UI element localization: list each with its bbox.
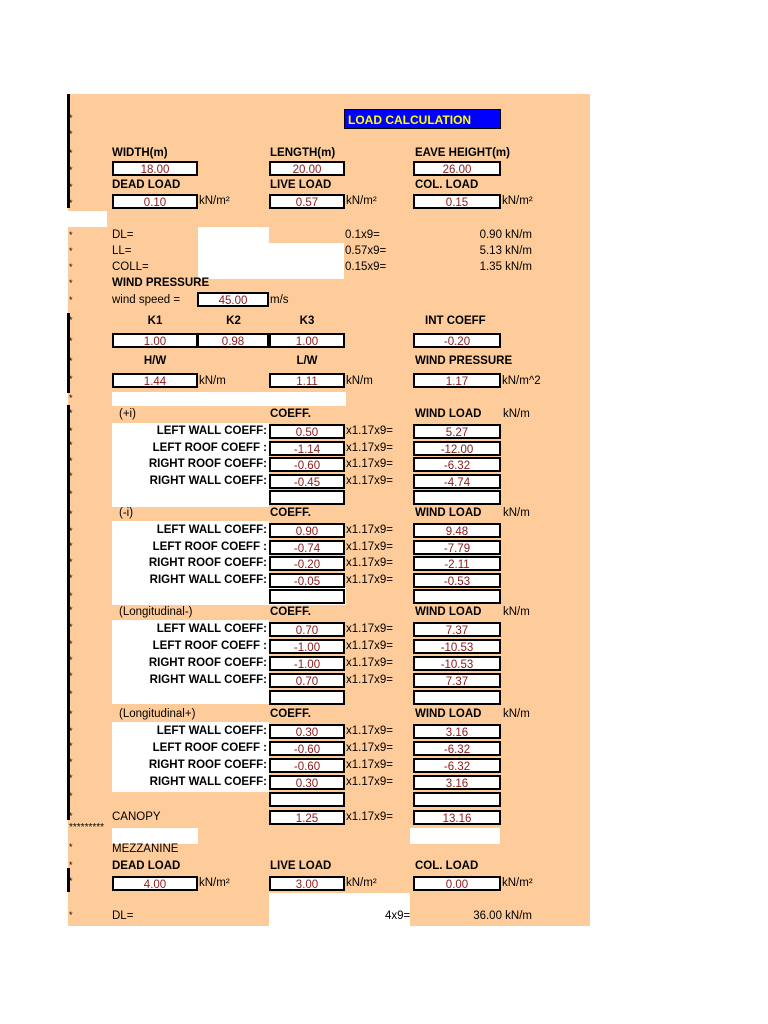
wind-load-input[interactable]: -4.74 (413, 474, 501, 489)
group-name: (Longitudinal+) (119, 708, 196, 720)
coeff-input[interactable]: -0.60 (269, 457, 345, 472)
coeff-input[interactable]: -0.05 (269, 573, 345, 588)
row-marker: * (69, 356, 73, 366)
row-marker: * (69, 622, 73, 632)
coeff-header: COEFF. (270, 708, 311, 720)
coeff-multiplier: x1.17x9= (346, 674, 393, 686)
mezz-live-load-input[interactable]: 3.00 (269, 876, 345, 891)
k1-input[interactable]: 1.00 (112, 333, 198, 348)
coeff-input[interactable]: 0.70 (269, 673, 345, 688)
coeff-row-label: RIGHT ROOF COEFF: (148, 458, 267, 470)
coeff-input[interactable]: 0.70 (269, 622, 345, 637)
live-load-input[interactable]: 0.57 (269, 194, 345, 209)
mezzanine-heading: MEZZANINE (112, 843, 179, 855)
k3-label: K3 (299, 315, 315, 327)
coeff-row-label: RIGHT WALL COEFF: (149, 674, 267, 686)
hw-unit: kN/m (199, 375, 226, 387)
width-label: WIDTH(m) (112, 147, 168, 159)
int-coeff-input[interactable]: -0.20 (413, 333, 501, 348)
row-marker: * (69, 811, 73, 821)
lw-label: L/W (296, 355, 318, 367)
coeff-row-label: RIGHT WALL COEFF: (149, 574, 267, 586)
coeff-input[interactable]: 0.30 (269, 775, 345, 790)
row-marker: * (69, 757, 73, 767)
row-marker: * (69, 198, 73, 208)
live-load-unit: kN/m² (346, 195, 377, 207)
coeff-row-label: RIGHT WALL COEFF: (149, 776, 267, 788)
canopy-multiplier: x1.17x9= (346, 811, 393, 823)
coeff-multiplier: x1.17x9= (346, 425, 393, 437)
coeff-row-label: LEFT WALL COEFF: (156, 725, 267, 737)
mezz-dl-formula: 4x9= (385, 910, 411, 922)
sheet-title: LOAD CALCULATION (344, 109, 501, 129)
wind-speed-label: wind speed = (112, 294, 181, 306)
group-name: (-i) (119, 507, 134, 519)
row-marker: * (69, 489, 73, 499)
separator-line: ********* (69, 822, 105, 833)
mezz-dl-label: DL= (112, 910, 134, 922)
row-marker: * (69, 557, 73, 567)
coeff-input[interactable]: -0.60 (269, 741, 345, 756)
coeff-header: COEFF. (270, 408, 311, 420)
row-marker: * (69, 591, 73, 601)
coeff-empty-cell[interactable] (269, 690, 345, 705)
canopy-label: CANOPY (112, 811, 161, 823)
dl-label: DL= (112, 229, 134, 241)
coll-formula: 0.15x9= (345, 261, 387, 273)
row-marker: * (69, 295, 73, 305)
group-name: (Longitudinal-) (119, 606, 193, 618)
coeff-input[interactable]: 0.30 (269, 724, 345, 739)
wind-load-unit: kN/m (503, 606, 530, 618)
wind-load-unit: kN/m (503, 708, 530, 720)
coeff-row-label: LEFT ROOF COEFF : (152, 541, 267, 553)
coeff-empty-cell[interactable] (269, 490, 345, 505)
coeff-row-label: LEFT ROOF COEFF : (152, 442, 267, 454)
wind-load-input[interactable]: -7.79 (413, 540, 501, 555)
mezz-col-load-input[interactable]: 0.00 (413, 876, 501, 891)
eave-height-label: EAVE HEIGHT(m) (415, 147, 510, 159)
coeff-multiplier: x1.17x9= (346, 475, 393, 487)
wind-load-header: WIND LOAD (415, 708, 482, 720)
row-marker: * (69, 315, 73, 325)
coeff-multiplier: x1.17x9= (346, 458, 393, 470)
dead-load-label: DEAD LOAD (112, 179, 181, 191)
coeff-row-label: LEFT ROOF COEFF : (152, 742, 267, 754)
k3-input[interactable]: 1.00 (269, 333, 345, 348)
length-label: LENGTH(m) (270, 147, 336, 159)
wind-load-input[interactable]: -0.53 (413, 573, 501, 588)
dl-formula: 0.1x9= (345, 229, 380, 241)
row-marker: * (69, 148, 73, 158)
row-marker: * (69, 709, 73, 719)
row-marker: * (69, 230, 73, 240)
mezz-live-load-unit: kN/m² (346, 877, 377, 889)
blank-cell (410, 828, 500, 844)
ll-label: LL= (112, 245, 132, 257)
wind-load-empty-cell[interactable] (413, 792, 501, 807)
row-marker: * (69, 573, 73, 583)
wind-load-input[interactable]: 9.48 (413, 523, 501, 538)
k1-label: K1 (147, 315, 163, 327)
row-marker: * (69, 526, 73, 536)
mezz-dead-load-label: DEAD LOAD (112, 860, 181, 872)
ll-result: 5.13 kN/m (479, 245, 532, 257)
coeff-input[interactable]: -0.74 (269, 540, 345, 555)
coeff-row-label: LEFT WALL COEFF: (156, 425, 267, 437)
row-marker: * (69, 393, 73, 403)
coeff-empty-cell[interactable] (269, 792, 345, 807)
row-marker: * (69, 246, 73, 256)
canopy-coeff-input[interactable]: 1.25 (269, 810, 345, 825)
coeff-multiplier: x1.17x9= (346, 524, 393, 536)
coeff-multiplier: x1.17x9= (346, 657, 393, 669)
col-load-unit: kN/m² (502, 195, 533, 207)
row-marker: * (69, 509, 73, 519)
blank-cell (112, 392, 346, 406)
coeff-multiplier: x1.17x9= (346, 557, 393, 569)
wind-speed-unit: m/s (270, 294, 289, 306)
wind-pressure-input[interactable]: 1.17 (413, 373, 501, 388)
row-marker: * (69, 655, 73, 665)
coeff-multiplier: x1.17x9= (346, 442, 393, 454)
row-marker: * (69, 182, 73, 192)
wind-load-empty-cell[interactable] (413, 589, 501, 604)
row-marker: * (69, 471, 73, 481)
k2-label: K2 (226, 315, 241, 327)
mezz-live-load-label: LIVE LOAD (270, 860, 332, 872)
coeff-multiplier: x1.17x9= (346, 541, 393, 553)
coeff-multiplier: x1.17x9= (346, 640, 393, 652)
coeff-multiplier: x1.17x9= (346, 776, 393, 788)
dead-load-input[interactable]: 0.10 (112, 194, 198, 209)
coeff-input[interactable]: 0.90 (269, 523, 345, 538)
row-marker: * (69, 129, 73, 139)
coeff-header: COEFF. (270, 606, 311, 618)
blank-cell (68, 211, 107, 227)
wind-load-header: WIND LOAD (415, 507, 482, 519)
coeff-multiplier: x1.17x9= (346, 574, 393, 586)
coeff-row-label: RIGHT ROOF COEFF: (148, 657, 267, 669)
row-marker: * (69, 860, 73, 870)
wind-load-input[interactable]: -10.53 (413, 656, 501, 671)
dead-load-unit: kN/m² (199, 195, 230, 207)
wind-load-input[interactable]: -12.00 (413, 441, 501, 456)
mezz-col-load-label: COL. LOAD (415, 860, 479, 872)
hw-input[interactable]: 1.44 (112, 373, 198, 388)
wind-load-input[interactable]: 7.37 (413, 673, 501, 688)
row-marker: * (69, 689, 73, 699)
coeff-input[interactable]: 0.50 (269, 424, 345, 439)
length-input[interactable]: 20.00 (269, 161, 345, 176)
wind-pressure-label: WIND PRESSURE (415, 355, 513, 367)
coeff-multiplier: x1.17x9= (346, 725, 393, 737)
row-marker: * (69, 426, 73, 436)
coeff-multiplier: x1.17x9= (346, 759, 393, 771)
canopy-load-input[interactable]: 13.16 (413, 810, 501, 825)
coll-result: 1.35 kN/m (479, 261, 532, 273)
mezz-dead-load-unit: kN/m² (199, 877, 230, 889)
wind-load-unit: kN/m (503, 507, 530, 519)
mezz-col-load-unit: kN/m² (502, 877, 533, 889)
int-coeff-label: INT COEFF (425, 315, 486, 327)
col-load-input[interactable]: 0.15 (413, 194, 501, 209)
coeff-input[interactable]: -0.20 (269, 556, 345, 571)
row-marker: * (69, 262, 73, 272)
row-marker: * (69, 440, 73, 450)
blank-cell (269, 243, 344, 279)
mezz-dl-result: 36.00 kN/m (473, 910, 532, 922)
col-load-label: COL. LOAD (415, 179, 479, 191)
width-input[interactable]: 18.00 (112, 161, 198, 176)
coeff-input[interactable]: -0.60 (269, 758, 345, 773)
blank-cell (198, 227, 269, 279)
wind-load-input[interactable]: -2.11 (413, 556, 501, 571)
wind-load-input[interactable]: 3.16 (413, 724, 501, 739)
row-marker: * (69, 910, 73, 920)
coeff-multiplier: x1.17x9= (346, 623, 393, 635)
wind-load-empty-cell[interactable] (413, 690, 501, 705)
wind-pressure-unit: kN/m^2 (502, 375, 541, 387)
row-marker: * (69, 726, 73, 736)
row-marker: * (69, 639, 73, 649)
row-marker: * (69, 278, 73, 288)
wind-load-header: WIND LOAD (415, 606, 482, 618)
group-name: (+i) (119, 408, 136, 420)
wind-load-unit: kN/m (503, 408, 530, 420)
row-marker: * (69, 605, 73, 615)
row-marker: * (69, 408, 73, 418)
coeff-input[interactable]: -0.45 (269, 474, 345, 489)
wind-load-input[interactable]: 5.27 (413, 424, 501, 439)
row-marker: * (69, 876, 73, 886)
ll-formula: 0.57x9= (345, 245, 387, 257)
coeff-empty-cell[interactable] (269, 589, 345, 604)
coeff-row-label: LEFT WALL COEFF: (156, 524, 267, 536)
coeff-row-label: LEFT ROOF COEFF : (152, 640, 267, 652)
coeff-row-label: RIGHT WALL COEFF: (149, 475, 267, 487)
coeff-input[interactable]: -1.00 (269, 656, 345, 671)
row-marker: * (69, 842, 73, 852)
hw-label: H/W (143, 355, 167, 367)
row-marker: * (69, 741, 73, 751)
coll-label: COLL= (112, 261, 149, 273)
wind-load-input[interactable]: -10.53 (413, 639, 501, 654)
coeff-row-label: RIGHT ROOF COEFF: (148, 557, 267, 569)
coeff-input[interactable]: -1.00 (269, 639, 345, 654)
live-load-label: LIVE LOAD (270, 179, 332, 191)
wind-load-header: WIND LOAD (415, 408, 482, 420)
wind-speed-input[interactable]: 45.00 (197, 292, 269, 307)
coeff-input[interactable]: -1.14 (269, 441, 345, 456)
wind-load-input[interactable]: -6.32 (413, 741, 501, 756)
row-marker: * (69, 456, 73, 466)
coeff-header: COEFF. (270, 507, 311, 519)
wind-load-input[interactable]: -6.32 (413, 758, 501, 773)
row-marker: * (69, 773, 73, 783)
mezz-dead-load-input[interactable]: 4.00 (112, 876, 198, 891)
blank-cell (112, 489, 269, 507)
wind-load-input[interactable]: 7.37 (413, 622, 501, 637)
eave-height-input[interactable]: 26.00 (413, 161, 501, 176)
row-marker: * (69, 791, 73, 801)
row-marker: * (69, 165, 73, 175)
row-marker: * (69, 671, 73, 681)
coeff-row-label: RIGHT ROOF COEFF: (148, 759, 267, 771)
row-marker: * (69, 336, 73, 346)
coeff-row-label: LEFT WALL COEFF: (156, 623, 267, 635)
lw-unit: kN/m (346, 375, 373, 387)
dl-result: 0.90 kN/m (479, 229, 532, 241)
wind-pressure-heading: WIND PRESSURE (112, 277, 210, 289)
row-marker: * (69, 113, 73, 123)
coeff-multiplier: x1.17x9= (346, 742, 393, 754)
row-marker: * (69, 374, 73, 384)
wind-load-input[interactable]: 3.16 (413, 775, 501, 790)
k2-input[interactable]: 0.98 (197, 333, 269, 348)
wind-load-empty-cell[interactable] (413, 490, 501, 505)
lw-input[interactable]: 1.11 (269, 373, 345, 388)
row-marker: * (69, 541, 73, 551)
wind-load-input[interactable]: -6.32 (413, 457, 501, 472)
